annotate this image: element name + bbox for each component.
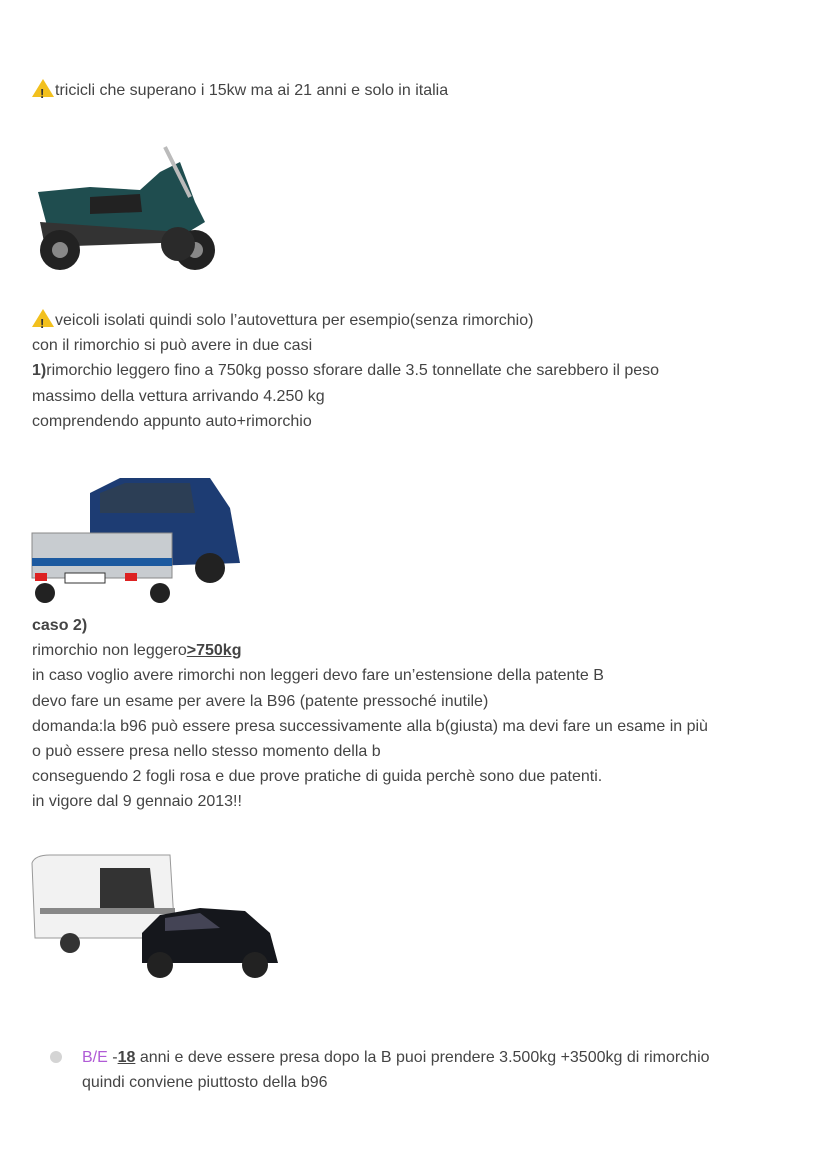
dash: - — [107, 1049, 118, 1066]
case-2-section — [32, 613, 708, 815]
note-line: comprendendo appunto auto+rimorchio — [32, 412, 312, 430]
weight-threshold: >750kg — [186, 642, 242, 660]
note-line: conseguendo 2 fogli rosa e due prove pratiche di guida perchè sono due patenti. — [32, 768, 603, 786]
note-line: con il rimorchio si può avere in due casi — [32, 337, 313, 355]
note-line: massimo della vettura arrivando 4.250 kg — [32, 387, 325, 405]
note-line: anni e deve essere presa dopo la B puoi prendere 3.500kg +3500kg di rimorchio — [135, 1049, 710, 1066]
note-line: rimorchio leggero fino a 750kg posso sforare dalle 3.5 tonnellate che sarebbero il peso — [46, 362, 660, 380]
note-line: domanda:la b96 può essere presa successivamente alla b(giusta) ma devi fare un esame in più — [32, 717, 708, 735]
note-isolated-vehicles — [32, 308, 659, 434]
license-tag: B/E — [82, 1049, 108, 1066]
case-number: 1) — [32, 362, 47, 380]
be-license-bullet — [82, 1045, 710, 1095]
bullet-icon — [50, 1051, 62, 1063]
note-text: tricicli che superano i 15kw ma ai 21 anni e solo in italia — [55, 82, 449, 99]
note-line: veicoli isolati quindi solo l’autovettura per esempio(senza rimorchio) — [55, 312, 534, 329]
warning-icon — [32, 79, 54, 97]
warning-icon — [32, 309, 54, 327]
car-with-light-trailer-image — [30, 473, 242, 607]
three-wheel-scooter-image — [30, 142, 220, 276]
case-title: caso 2) — [32, 617, 88, 634]
note-line: in vigore dal 9 gennaio 2013!! — [32, 793, 242, 811]
note-tricycles — [32, 78, 448, 103]
age-value: 18 — [117, 1049, 136, 1066]
note-line: o può essere presa nello stesso momento della b — [32, 742, 381, 760]
car-with-caravan-image — [30, 853, 282, 987]
note-line: rimorchio non leggero — [32, 642, 187, 660]
note-line: quindi conviene piuttosto della b96 — [82, 1074, 328, 1092]
note-line: devo fare un esame per avere la B96 (patente pressoché inutile) — [32, 692, 489, 710]
note-line: in caso voglio avere rimorchi non leggeri devo fare un’estensione della patente B — [32, 667, 604, 685]
